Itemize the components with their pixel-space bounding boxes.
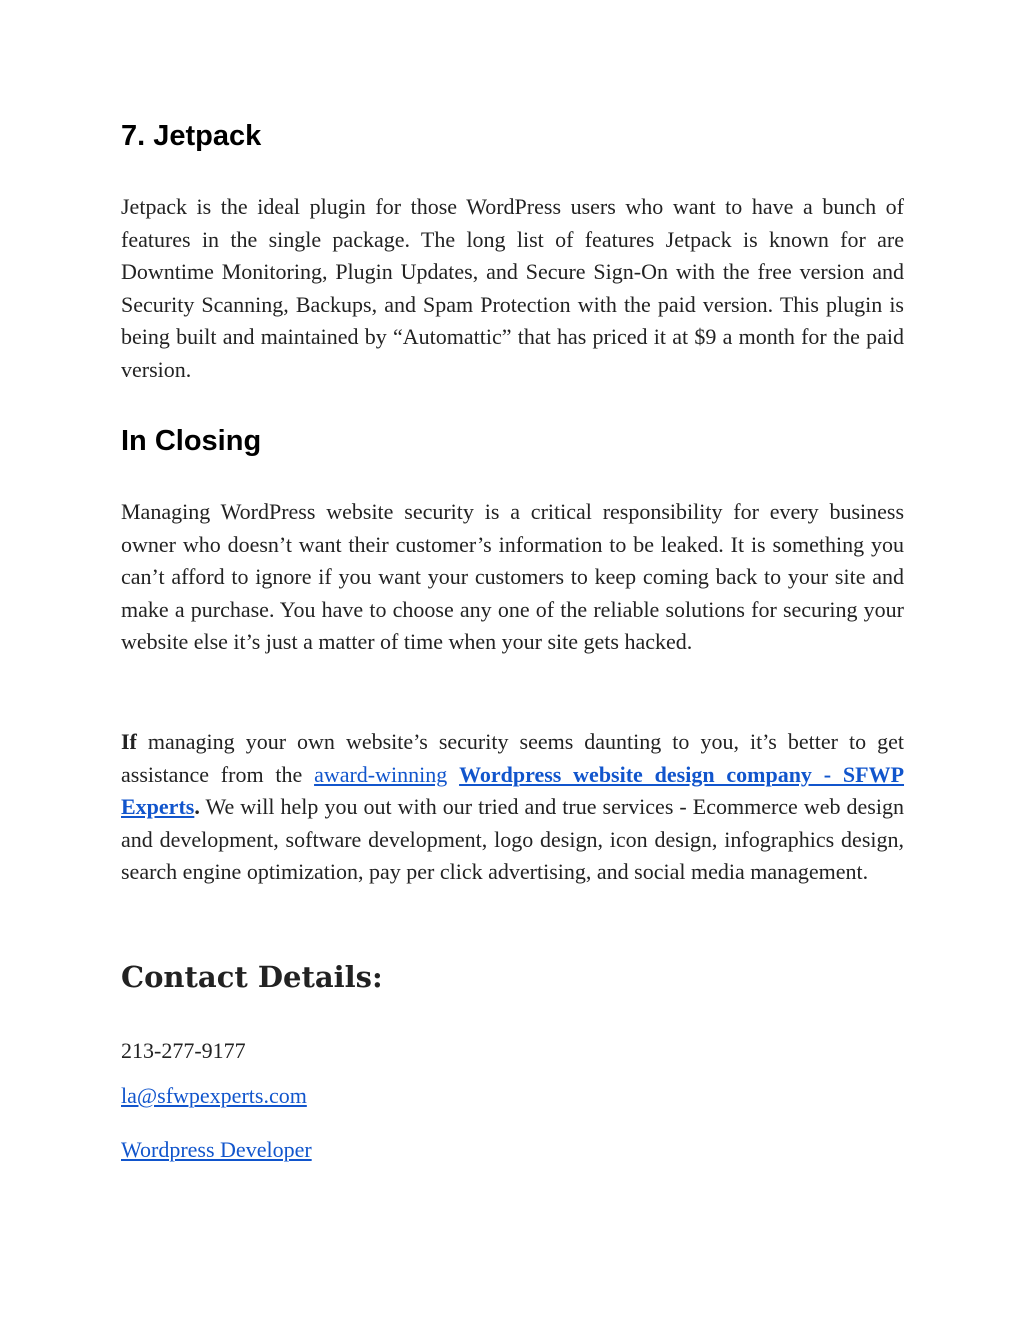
- heading-in-closing: In Closing: [121, 425, 262, 457]
- paragraph-assistance: [121, 726, 904, 889]
- developer-link-wrapper: [121, 1137, 312, 1163]
- paragraph-in-closing: Managing WordPress website security is a critical responsibility for every business owner who doesn’t want their customer’s information to be leaked. It is something you can’t afford to ignore if you want your customers to keep coming back to your site and make a purchase. You have to choose any one of the reliable solutions for securing your website else it’s just a matter of time when your site gets hacked.: [121, 499, 904, 655]
- paragraph-jetpack: Jetpack is the ideal plugin for those WordPress users who want to have a bunch of features in the single package. The long list of features Jetpack is known for are Downtime Monitoring, Plugin Updates, and Secure Sign-On with the free version and Security Scanning, Backups, and Spam Protection with the paid version. This plugin is being built and maintained by “Automattic” that has priced it at $9 a month for the paid version.: [121, 194, 904, 382]
- assistance-text: managing your own website’s security seems daunting to you, it’s better to get assistance from the: [121, 729, 904, 787]
- contact-phone: 213-277-9177: [121, 1038, 246, 1063]
- heading-jetpack: 7. Jetpack: [121, 120, 262, 152]
- contact-email-wrapper: [121, 1083, 307, 1109]
- period-bold: .: [194, 794, 200, 820]
- award-winning-link[interactable]: award-winning: [314, 761, 448, 787]
- services-text: We will help you out with our tried and true services - Ecommerce web design and development, software development, logo design, icon design, infographics design, search engine optimization, pay per click advertising, and social media management.: [121, 794, 904, 885]
- contact-email-link[interactable]: la@sfwpexperts.com: [121, 1083, 307, 1108]
- wordpress-design-company-link[interactable]: Wordpress website design company - SFWP Experts: [121, 761, 905, 820]
- wordpress-developer-link[interactable]: Wordpress Developer: [121, 1137, 312, 1162]
- lead-bold-text: If: [121, 729, 137, 754]
- heading-contact-details: Contact Details:: [121, 960, 383, 994]
